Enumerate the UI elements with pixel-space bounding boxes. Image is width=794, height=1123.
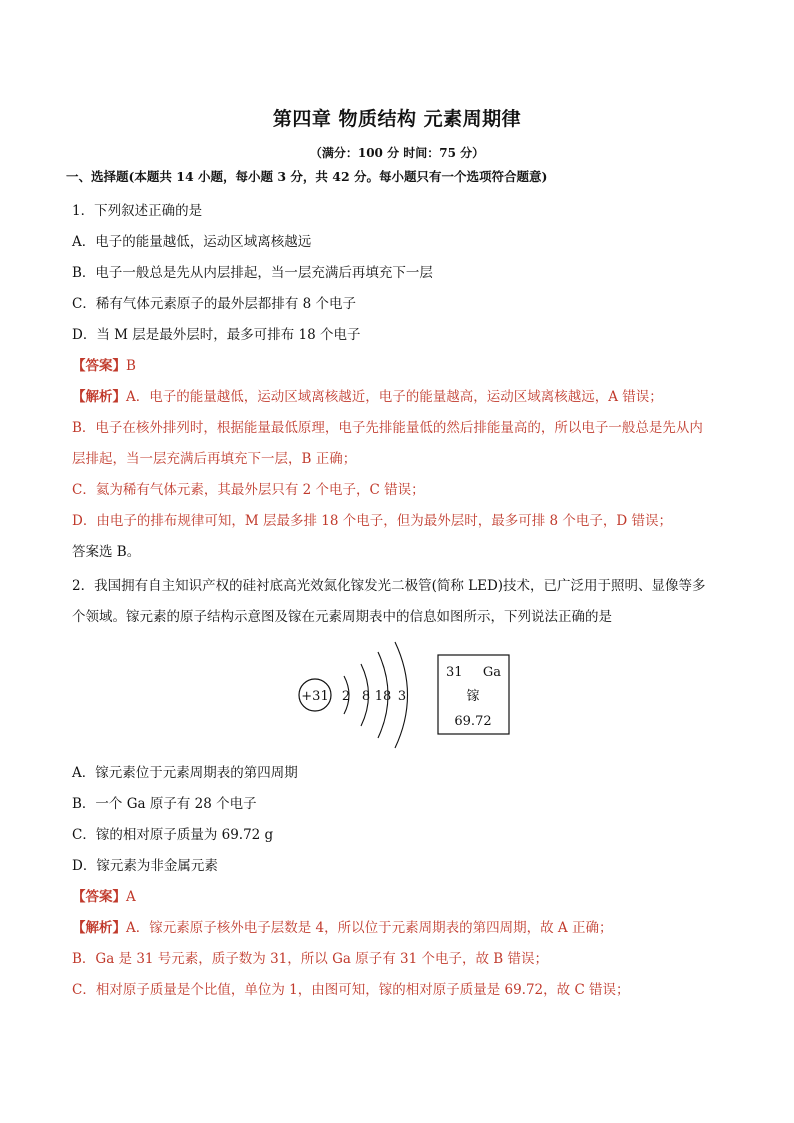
element-atomic-mass: 69.72 — [454, 714, 492, 729]
page-title: 第四章 物质结构 元素周期律 — [272, 108, 522, 130]
element-atomic-number: 31 — [446, 665, 463, 680]
shell-electrons-2: 8 — [361, 689, 371, 704]
question-1-analysis-line-2: B．电子在核外排列时，根据能量最低原理，电子先排能量低的然后排能量高的，所以电子一般总是先从内 — [72, 420, 703, 436]
nucleus-charge: +31 — [301, 689, 329, 704]
shell-electrons-1: 2 — [341, 689, 351, 704]
question-1-analysis-line-1 — [72, 388, 663, 406]
question-1-option-a: A．电子的能量越低，运动区域离核越远 — [72, 234, 312, 250]
question-2-analysis-line-2: B．Ga 是 31 号元素，质子数为 31，所以 Ga 原子有 31 个电子，故 B 错误； — [72, 951, 548, 967]
shell-electrons-3: 18 — [374, 689, 392, 704]
question-2-option-a: A．镓元素位于元素周期表的第四周期 — [72, 765, 298, 781]
question-1-answer — [72, 357, 136, 375]
answer-value: B — [126, 358, 136, 374]
section-heading: 一、选择题(本题共 14 小题，每小题 3 分，共 42 分。每小题只有一个选项符合题意) — [66, 169, 548, 184]
question-2-option-c: C．镓的相对原子质量为 69.72 g — [72, 827, 274, 843]
question-1-analysis-line-5: D．由电子的排布规律可知，M 层最多排 18 个电子，但为最外层时，最多可排 8 个电子，D 错误； — [72, 513, 672, 529]
answer-label: 【答案】 — [72, 358, 126, 374]
shell-electrons-4: 3 — [397, 689, 407, 704]
exam-info: （满分：100 分 时间：75 分） — [309, 146, 485, 160]
answer-value: A — [126, 889, 136, 905]
analysis-text: A．电子的能量越低，运动区域离核越近，电子的能量越高，运动区域离核越远，A 错误； — [126, 389, 663, 405]
question-2-stem-line-2: 个领域。镓元素的原子结构示意图及镓在元素周期表中的信息如图所示，下列说法正确的是 — [72, 609, 612, 625]
question-1-analysis-line-4: C．氦为稀有气体元素，其最外层只有 2 个电子，C 错误； — [72, 482, 425, 498]
question-1-conclusion: 答案选 B。 — [72, 544, 141, 560]
question-2-option-b: B．一个 Ga 原子有 28 个电子 — [72, 796, 257, 812]
question-1-stem: 1．下列叙述正确的是 — [72, 203, 203, 219]
question-1-option-d: D．当 M 层是最外层时，最多可排布 18 个电子 — [72, 327, 361, 343]
question-2-analysis-line-3: C．相对原子质量是个比值，单位为 1，由图可知，镓的相对原子质量是 69.72，故 C 错误； — [72, 982, 630, 998]
analysis-text: A．镓元素原子核外电子层数是 4，所以位于元素周期表的第四周期，故 A 正确； — [126, 920, 613, 936]
answer-label: 【答案】 — [72, 889, 126, 905]
question-1-option-b: B．电子一般总是先从内层排起，当一层充满后再填充下一层 — [72, 265, 433, 281]
analysis-label: 【解析】 — [72, 389, 126, 405]
analysis-label: 【解析】 — [72, 920, 126, 936]
question-2-option-d: D．镓元素为非金属元素 — [72, 858, 218, 874]
gallium-figure — [296, 638, 526, 750]
element-symbol: Ga — [482, 665, 501, 680]
question-2-analysis-line-1 — [72, 919, 612, 937]
question-1-option-c: C．稀有气体元素原子的最外层都排有 8 个电子 — [72, 296, 357, 312]
question-1-analysis-line-3: 层排起，当一层充满后再填充下一层，B 正确； — [72, 451, 357, 467]
question-2-answer — [72, 888, 136, 906]
element-name: 镓 — [466, 689, 480, 704]
question-2-stem-line-1: 2．我国拥有自主知识产权的硅衬底高光效氮化镓发光二极管(简称 LED)技术，已广泛用于照明、显像等多 — [72, 578, 706, 594]
